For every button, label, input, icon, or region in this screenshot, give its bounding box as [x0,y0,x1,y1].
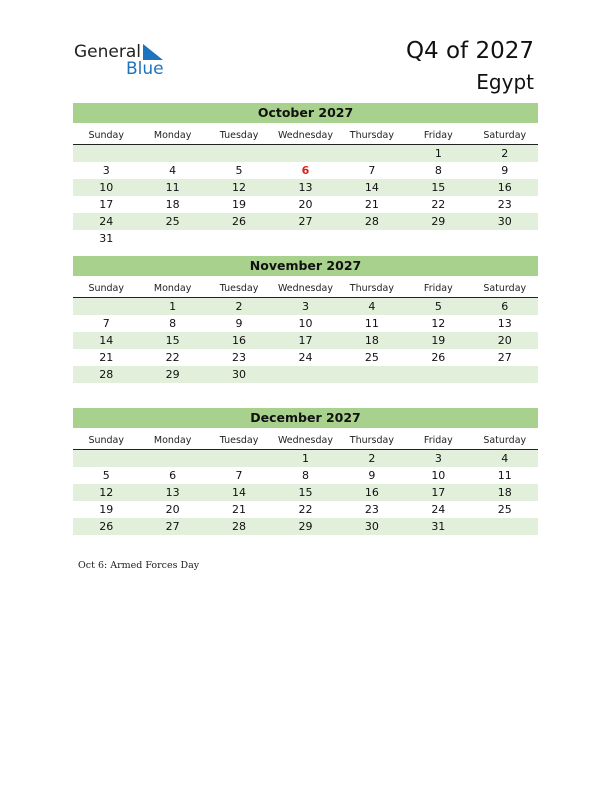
day-cell: 8 [169,317,177,330]
day-cell: 8 [434,164,442,177]
day-cell: 30 [497,215,512,228]
day-cell: 10 [431,469,446,482]
week-row [73,467,538,484]
day-cell: 11 [165,181,180,194]
day-cell: 25 [364,351,379,364]
weekday-label: Friday [423,283,453,294]
day-cell: 17 [431,486,446,499]
holiday-day-cell: 6 [301,164,310,177]
day-cell: 24 [99,215,114,228]
day-cell: 26 [232,215,247,228]
weekday-header-row [73,280,538,298]
day-cell: 29 [431,215,446,228]
day-cell [139,230,205,247]
day-cell: 9 [501,164,509,177]
weekday-label: Friday [423,130,453,141]
weekday-label: Wednesday [277,435,333,446]
day-cell: 26 [99,520,114,533]
week-row [73,518,538,535]
day-cell: 10 [99,181,114,194]
day-cell: 15 [298,486,313,499]
day-cell: 23 [364,503,379,516]
day-cell [472,230,538,247]
day-cell: 26 [431,351,446,364]
day-cell: 12 [431,317,446,330]
weekday-label: Saturday [483,130,527,141]
week-row [73,145,538,162]
month-november [73,256,538,383]
day-cell: 20 [298,198,313,211]
country-name: Egypt [476,70,534,94]
logo-triangle-icon [141,44,163,60]
month-header: October 2027 [73,103,538,123]
day-cell [139,450,205,467]
logo-blue-text: Blue [126,59,164,79]
day-cell: 1 [434,147,442,160]
day-cell: 16 [364,486,379,499]
day-cell: 29 [165,368,180,381]
day-cell: 14 [232,486,247,499]
weekday-label: Sunday [88,283,124,294]
weekday-label: Tuesday [219,283,259,294]
weekday-label: Sunday [88,130,124,141]
day-cell: 28 [232,520,247,533]
day-cell: 21 [99,351,114,364]
day-cell [73,450,139,467]
day-cell [206,230,272,247]
day-cell: 4 [368,300,376,313]
day-cell: 10 [298,317,313,330]
week-row [73,162,538,179]
week-row [73,298,538,315]
day-cell: 21 [232,503,247,516]
day-cell: 23 [232,351,247,364]
day-cell: 2 [368,452,376,465]
month-october [73,103,538,247]
month-header: November 2027 [73,256,538,276]
day-cell: 2 [235,300,243,313]
day-cell: 22 [165,351,180,364]
month-december [73,408,538,535]
weekday-label: Wednesday [277,130,333,141]
day-cell [339,230,405,247]
day-cell: 5 [235,164,243,177]
day-cell: 2 [501,147,509,160]
weekday-label: Sunday [88,435,124,446]
weekday-label: Monday [153,283,192,294]
day-cell: 13 [165,486,180,499]
weekday-label: Thursday [349,435,394,446]
day-cell [206,145,272,162]
weekday-label: Thursday [349,283,394,294]
day-cell: 7 [368,164,376,177]
week-row [73,484,538,501]
day-cell: 6 [169,469,177,482]
week-row [73,366,538,383]
day-cell: 3 [301,300,309,313]
day-cell: 22 [431,198,446,211]
day-cell: 25 [497,503,512,516]
week-row [73,450,538,467]
day-cell: 14 [99,334,114,347]
day-cell [405,366,471,383]
day-cell [272,145,338,162]
weekday-label: Monday [153,130,192,141]
day-cell: 20 [497,334,512,347]
day-cell: 11 [497,469,512,482]
week-row [73,349,538,366]
day-cell: 5 [434,300,442,313]
week-row [73,179,538,196]
week-row [73,501,538,518]
day-cell: 15 [431,181,446,194]
weekday-label: Friday [423,435,453,446]
day-cell: 1 [169,300,177,313]
day-cell: 17 [298,334,313,347]
week-row [73,230,538,247]
day-cell: 8 [301,469,309,482]
day-cell: 31 [431,520,446,533]
weekday-label: Tuesday [219,435,259,446]
day-cell [272,366,338,383]
day-cell: 13 [298,181,313,194]
day-cell: 14 [364,181,379,194]
week-row [73,332,538,349]
weekday-header-row [73,432,538,450]
day-cell: 1 [301,452,309,465]
day-cell: 18 [497,486,512,499]
day-cell: 19 [99,503,114,516]
logo-general-text: General [74,42,141,62]
day-cell: 27 [165,520,180,533]
holiday-note: Oct 6: Armed Forces Day [78,560,200,571]
day-cell: 12 [232,181,247,194]
day-cell: 20 [165,503,180,516]
month-header: December 2027 [73,408,538,428]
day-cell: 15 [165,334,180,347]
day-cell: 5 [102,469,110,482]
holiday-notes [78,560,199,571]
day-cell: 30 [232,368,247,381]
day-cell: 16 [497,181,512,194]
day-cell: 13 [497,317,512,330]
day-cell: 23 [497,198,512,211]
day-cell: 21 [364,198,379,211]
day-cell: 29 [298,520,313,533]
week-row [73,315,538,332]
day-cell: 9 [235,317,243,330]
day-cell: 7 [235,469,243,482]
day-cell: 28 [364,215,379,228]
day-cell: 24 [431,503,446,516]
day-cell: 4 [501,452,509,465]
day-cell: 18 [364,334,379,347]
day-cell [339,366,405,383]
day-cell [73,145,139,162]
day-cell: 25 [165,215,180,228]
day-cell: 3 [102,164,110,177]
day-cell: 19 [232,198,247,211]
day-cell: 22 [298,503,313,516]
weekday-label: Thursday [349,130,394,141]
day-cell: 30 [364,520,379,533]
day-cell: 31 [99,232,114,245]
day-cell: 28 [99,368,114,381]
day-cell [139,145,205,162]
weekday-label: Wednesday [277,283,333,294]
day-cell [73,298,139,315]
weekday-label: Saturday [483,283,527,294]
week-row [73,213,538,230]
day-cell: 12 [99,486,114,499]
weekday-label: Monday [153,435,192,446]
day-cell: 16 [232,334,247,347]
day-cell: 24 [298,351,313,364]
day-cell: 27 [497,351,512,364]
day-cell: 3 [434,452,442,465]
day-cell: 9 [368,469,376,482]
day-cell: 6 [501,300,509,313]
day-cell [206,450,272,467]
day-cell: 19 [431,334,446,347]
day-cell [405,230,471,247]
day-cell [472,366,538,383]
day-cell: 4 [169,164,177,177]
day-cell: 27 [298,215,313,228]
weekday-label: Saturday [483,435,527,446]
day-cell [272,230,338,247]
day-cell [339,145,405,162]
day-cell: 11 [364,317,379,330]
day-cell: 17 [99,198,114,211]
day-cell: 7 [102,317,110,330]
day-cell [472,518,538,535]
page-title: Q4 of 2027 [405,38,534,64]
week-row [73,196,538,213]
weekday-label: Tuesday [219,130,259,141]
day-cell: 18 [165,198,180,211]
weekday-header-row [73,127,538,145]
